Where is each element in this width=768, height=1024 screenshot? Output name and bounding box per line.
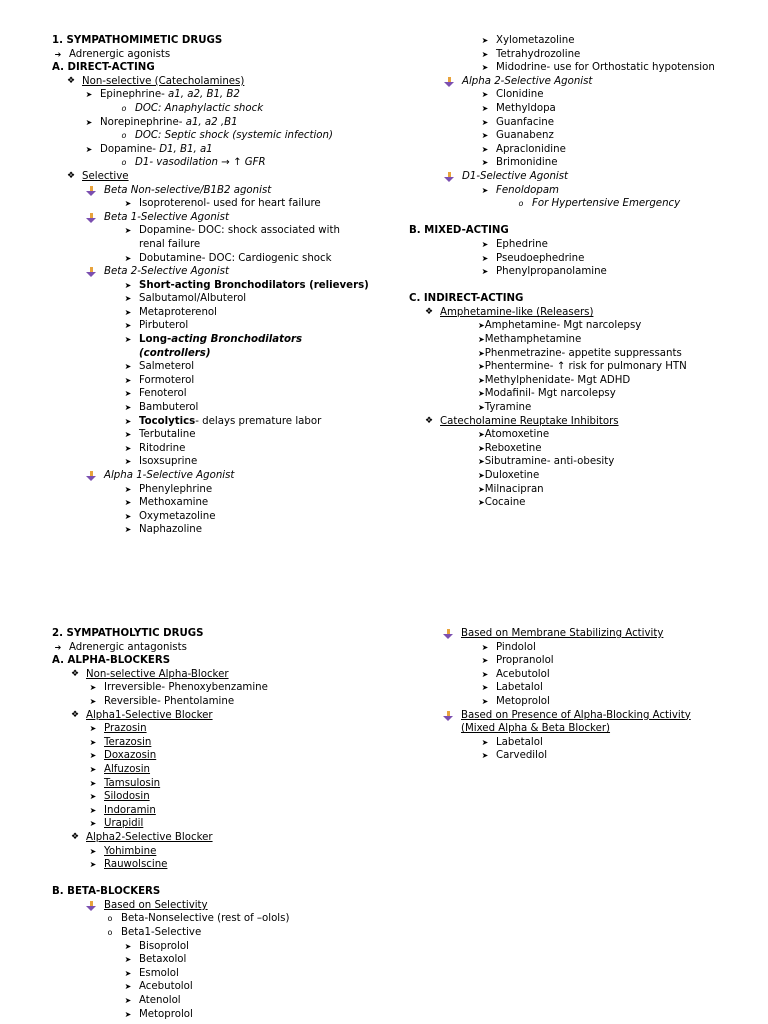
list-item: ➤ Methoxamine	[139, 496, 382, 510]
section-1-left	[52, 34, 382, 537]
chevron-right-icon: ➤	[124, 403, 132, 413]
list-item: ➤Atomoxetine	[478, 429, 550, 441]
list-item: ➤ Pindolol	[496, 641, 749, 655]
list-item: ➤ Propranolol	[496, 654, 749, 668]
list-item: ➤ Labetalol	[496, 681, 749, 695]
list-item: ➤Modafinil- Mgt narcolepsy	[478, 388, 616, 400]
pushpin-bullet-icon	[443, 711, 454, 721]
list-item: ➤ Prazosin	[104, 722, 382, 736]
group-label: Beta Non-selective/B1B2 agonist	[104, 184, 272, 196]
category-label: Non-selective (Catecholamines)	[82, 75, 245, 87]
list-item: ➤ Carvedilol	[496, 749, 749, 763]
chevron-right-icon: ➤	[478, 484, 485, 494]
list-item: ➤Amphetamine- Mgt narcolepsy	[478, 320, 642, 332]
chevron-right-icon: ➤	[89, 696, 97, 706]
diamond-bullet-icon: ❖	[424, 415, 434, 426]
chevron-right-icon: ➤	[478, 430, 485, 440]
receptor-list: a1, a2 ,B1	[185, 116, 238, 128]
category-label: Amphetamine-like (Releasers)	[440, 306, 594, 318]
chevron-right-icon: ➤	[89, 724, 97, 734]
list-item: ➤ Reversible- Phentolamine	[104, 695, 382, 709]
chevron-right-icon: ➤	[478, 348, 485, 358]
chevron-right-icon: ➤	[124, 199, 132, 209]
chevron-right-icon: ➤	[85, 117, 93, 127]
chevron-right-icon: ➤	[85, 90, 93, 100]
list-item: ➤Methylphenidate- Mgt ADHD	[478, 374, 631, 386]
list-item: ➤ Terazosin	[104, 736, 382, 750]
list-item: ➤Cocaine	[478, 497, 526, 509]
chevron-right-icon: ➤	[89, 778, 97, 788]
chevron-right-icon: ➤	[124, 280, 132, 290]
chevron-right-icon: ➤	[124, 362, 132, 372]
list-item: ➤ Pirbuterol	[139, 319, 382, 333]
diamond-bullet-icon: ❖	[70, 831, 80, 842]
chevron-right-icon: ➤	[124, 941, 132, 951]
subsection-heading: A. DIRECT-ACTING	[52, 62, 155, 74]
chevron-right-icon: ➤	[481, 49, 489, 59]
drug-name: Dopamine-	[100, 143, 160, 155]
group-label: Based on Presence of Alpha-Blocking Activity (Mixed Alpha & Beta Blocker)	[461, 709, 691, 735]
list-item: ➤ Midodrine- use for Orthostatic hypotension	[496, 61, 749, 75]
list-item: ➤Reboxetine	[478, 442, 542, 454]
chevron-right-icon: ➤	[124, 498, 132, 508]
chevron-right-icon: ➤	[481, 131, 489, 141]
chevron-right-icon: ➤	[124, 253, 132, 263]
arrow-icon: ➔	[54, 49, 62, 59]
drug-subgroup: Long-	[139, 334, 172, 346]
chevron-right-icon: ➤	[481, 63, 489, 73]
section-subtitle: Adrenergic agonists	[69, 48, 171, 60]
group-label: Alpha 1-Selective Agonist	[104, 470, 235, 481]
chevron-right-icon: ➤	[124, 484, 132, 494]
chevron-right-icon: ➤	[478, 403, 485, 413]
chevron-right-icon: ➤	[124, 955, 132, 965]
list-item: ➤ Guanabenz	[496, 129, 749, 143]
list-item: ➤ Bisoprolol	[139, 940, 382, 954]
chevron-right-icon: ➤	[481, 36, 489, 45]
drug-note: DOC: Anaphylactic shock	[135, 102, 264, 114]
subsection-heading: B. BETA-BLOCKERS	[52, 886, 161, 898]
chevron-right-icon: ➤	[478, 321, 485, 331]
chevron-right-icon: ➤	[89, 805, 97, 815]
pushpin-bullet-icon	[86, 213, 97, 223]
chevron-right-icon: ➤	[89, 860, 97, 870]
pushpin-bullet-icon	[444, 77, 455, 87]
chevron-right-icon: ➤	[124, 294, 132, 304]
chevron-right-icon: ➤	[478, 389, 485, 399]
list-item: ➤Duloxetine	[478, 470, 540, 481]
chevron-right-icon: ➤	[481, 683, 489, 693]
list-item: ➤ Methyldopa	[496, 102, 749, 116]
list-item: ➤ Irreversible- Phenoxybenzamine	[104, 681, 382, 695]
sub-group: Beta-Nonselective (rest of –olols)	[121, 913, 290, 925]
category-label: Alpha1-Selective Blocker	[86, 709, 213, 721]
chevron-right-icon: ➤	[478, 362, 485, 372]
chevron-right-icon: ➤	[124, 968, 132, 978]
pushpin-bullet-icon	[86, 471, 97, 481]
section-title: 1. SYMPATHOMIMETIC DRUGS	[52, 35, 223, 46]
drug-item: Fenoldopam	[496, 184, 559, 196]
chevron-right-icon: ➤	[481, 103, 489, 113]
list-item: ➤ Tetrahydrozoline	[496, 48, 749, 62]
chevron-right-icon: ➤	[481, 751, 489, 761]
list-item: ➤ Ritodrine	[139, 442, 382, 456]
list-item: ➤Sibutramine- anti-obesity	[478, 456, 615, 468]
chevron-right-icon: ➤	[124, 389, 132, 399]
circle-bullet-icon: o	[107, 914, 113, 924]
chevron-right-icon: ➤	[481, 158, 489, 168]
list-item: ➤ Salmeterol	[139, 360, 382, 374]
chevron-right-icon: ➤	[481, 185, 489, 195]
list-item: ➤ Formoterol	[139, 374, 382, 388]
list-item: ➤ Silodosin	[104, 790, 382, 804]
chevron-right-icon: ➤	[481, 239, 489, 249]
chevron-right-icon: ➤	[124, 430, 132, 440]
list-item: ➤ Doxazosin	[104, 749, 382, 763]
chevron-right-icon: ➤	[124, 416, 132, 426]
category-label: Alpha2-Selective Blocker	[86, 831, 213, 843]
list-item: ➤ Xylometazoline	[496, 34, 749, 48]
diamond-bullet-icon: ❖	[70, 668, 80, 679]
list-item: ➤ Apraclonidine	[496, 143, 749, 157]
pushpin-bullet-icon	[443, 629, 454, 639]
section-subtitle: Adrenergic antagonists	[69, 641, 187, 653]
group-label: D1-Selective Agonist	[462, 170, 569, 182]
list-item: ➤ Rauwolscine	[104, 858, 382, 872]
drug-item: Dobutamine- DOC: Cardiogenic shock	[139, 252, 332, 264]
chevron-right-icon: ➤	[124, 996, 132, 1006]
drug-note: D1- vasodilation → ↑ GFR	[135, 157, 266, 169]
list-item: ➤ Labetalol	[496, 736, 749, 750]
section-1-right	[409, 34, 749, 510]
list-item: ➤ Bambuterol	[139, 401, 382, 415]
list-item: ➤ Isoxsuprine	[139, 455, 382, 469]
chevron-right-icon: ➤	[89, 683, 97, 693]
group-label: Based on Membrane Stabilizing Activity	[461, 628, 664, 639]
list-item: ➤Phentermine- ↑ risk for pulmonary HTN	[478, 361, 687, 373]
chevron-right-icon: ➤	[124, 1009, 132, 1019]
list-item: ➤ Tamsulosin	[104, 777, 382, 791]
list-item: ➤ Alfuzosin	[104, 763, 382, 777]
chevron-right-icon: ➤	[124, 457, 132, 467]
chevron-right-icon: ➤	[124, 321, 132, 331]
chevron-right-icon: ➤	[124, 335, 132, 345]
arrow-icon: ➔	[54, 642, 62, 652]
circle-bullet-icon: o	[518, 199, 524, 209]
chevron-right-icon: ➤	[124, 443, 132, 453]
diamond-bullet-icon: ❖	[66, 75, 76, 86]
drug-subgroup: Short-acting Bronchodilators (relievers)	[139, 279, 369, 291]
pushpin-bullet-icon	[86, 186, 97, 196]
category-label: Selective	[82, 170, 129, 182]
list-item: ➤ Brimonidine	[496, 156, 749, 170]
chevron-right-icon: ➤	[85, 144, 93, 154]
chevron-right-icon: ➤	[124, 982, 132, 992]
chevron-right-icon: ➤	[481, 696, 489, 706]
drug-subgroup: Tocolytics	[139, 415, 196, 427]
circle-bullet-icon: o	[121, 131, 127, 141]
diamond-bullet-icon: ❖	[66, 170, 76, 181]
list-item: ➤ Guanfacine	[496, 116, 749, 130]
chevron-right-icon: ➤	[481, 737, 489, 747]
diamond-bullet-icon: ❖	[424, 306, 434, 317]
chevron-right-icon: ➤	[481, 267, 489, 277]
list-item: ➤ Clonidine	[496, 88, 749, 102]
drug-note: For Hypertensive Emergency	[532, 198, 681, 210]
chevron-right-icon: ➤	[89, 764, 97, 774]
list-item: ➤Methamphetamine	[478, 334, 582, 346]
circle-bullet-icon: o	[121, 103, 127, 113]
drug-subgroup-rest: acting Bronchodilators (controllers)	[139, 334, 303, 359]
receptor-list: D1, B1, a1	[159, 143, 213, 155]
list-item: ➤ Yohimbine	[104, 845, 382, 859]
chevron-right-icon: ➤	[478, 375, 485, 385]
chevron-right-icon: ➤	[478, 498, 485, 508]
chevron-right-icon: ➤	[481, 669, 489, 679]
drug-subgroup-note: - delays premature labor	[195, 415, 322, 427]
list-item: ➤ Metoprolol	[139, 1008, 382, 1022]
drug-item: Dopamine- DOC: shock associated with renal failure	[139, 225, 340, 250]
subsection-heading: C. INDIRECT-ACTING	[409, 293, 524, 305]
list-item: ➤ Acebutolol	[139, 980, 382, 994]
pushpin-bullet-icon	[444, 172, 455, 182]
chevron-right-icon: ➤	[89, 751, 97, 761]
drug-item: Isoproterenol- used for heart failure	[139, 198, 321, 210]
chevron-right-icon: ➤	[124, 511, 132, 521]
circle-bullet-icon: o	[107, 928, 113, 938]
chevron-right-icon: ➤	[89, 792, 97, 802]
list-item: ➤ Phenylpropanolamine	[496, 265, 749, 279]
list-item: ➤ Metoprolol	[496, 695, 749, 709]
list-item: ➤Tyramine	[478, 402, 532, 414]
chevron-right-icon: ➤	[481, 656, 489, 666]
list-item: ➤ Betaxolol	[139, 953, 382, 967]
chevron-right-icon: ➤	[478, 471, 485, 480]
list-item: ➤Milnacipran	[478, 483, 544, 495]
section-title: 2. SYMPATHOLYTIC DRUGS	[52, 628, 204, 639]
list-item: ➤ Pseudoephedrine	[496, 252, 749, 266]
list-item: ➤ Acebutolol	[496, 668, 749, 682]
category-label: Non-selective Alpha-Blocker	[86, 668, 229, 680]
circle-bullet-icon: o	[121, 158, 127, 168]
subsection-heading: B. MIXED-ACTING	[409, 225, 509, 237]
list-item: ➤ Naphazoline	[139, 523, 382, 537]
chevron-right-icon: ➤	[124, 375, 132, 385]
diamond-bullet-icon: ❖	[70, 709, 80, 720]
list-item: ➤ Indoramin	[104, 804, 382, 818]
section-2-left	[52, 627, 382, 1021]
group-label: Alpha 2-Selective Agonist	[462, 75, 593, 87]
chevron-right-icon: ➤	[124, 226, 132, 236]
list-item: ➤Phenmetrazine- appetite suppressants	[478, 347, 682, 359]
subsection-heading: A. ALPHA-BLOCKERS	[52, 655, 171, 667]
list-item: ➤ Phenylephrine	[139, 483, 382, 497]
list-item: ➤ Esmolol	[139, 967, 382, 981]
list-item: ➤ Salbutamol/Albuterol	[139, 292, 382, 306]
chevron-right-icon: ➤	[478, 457, 485, 467]
chevron-right-icon: ➤	[89, 846, 97, 856]
section-2-right	[409, 627, 749, 763]
chevron-right-icon: ➤	[481, 117, 489, 127]
group-label: Beta 1-Selective Agonist	[104, 211, 229, 223]
chevron-right-icon: ➤	[89, 819, 97, 829]
drug-note: DOC: Septic shock (systemic infection)	[135, 130, 333, 142]
list-item: ➤ Urapidil	[104, 817, 382, 831]
chevron-right-icon: ➤	[481, 144, 489, 154]
chevron-right-icon: ➤	[478, 335, 485, 345]
chevron-right-icon: ➤	[481, 253, 489, 263]
category-label: Catecholamine Reuptake Inhibitors	[440, 415, 619, 427]
list-item: ➤ Ephedrine	[496, 238, 749, 252]
chevron-right-icon: ➤	[481, 90, 489, 100]
pushpin-bullet-icon	[86, 267, 97, 277]
drug-name: Norepinephrine-	[100, 116, 186, 128]
chevron-right-icon: ➤	[124, 525, 132, 535]
chevron-right-icon: ➤	[89, 737, 97, 747]
drug-name: Epinephrine-	[100, 89, 169, 101]
sub-group: Beta1-Selective	[121, 927, 202, 939]
list-item: ➤ Metaproterenol	[139, 306, 382, 320]
group-label: Beta 2-Selective Agonist	[104, 266, 229, 278]
chevron-right-icon: ➤	[481, 642, 489, 652]
chevron-right-icon: ➤	[478, 443, 485, 453]
list-item: ➤ Oxymetazoline	[139, 510, 382, 524]
chevron-right-icon: ➤	[124, 307, 132, 317]
list-item: ➤ Atenolol	[139, 994, 382, 1008]
pushpin-bullet-icon	[86, 901, 97, 911]
receptor-list: a1, a2, B1, B2	[168, 89, 240, 101]
list-item: ➤ Terbutaline	[139, 428, 382, 442]
group-label: Based on Selectivity	[104, 899, 208, 911]
list-item: ➤ Fenoterol	[139, 387, 382, 401]
